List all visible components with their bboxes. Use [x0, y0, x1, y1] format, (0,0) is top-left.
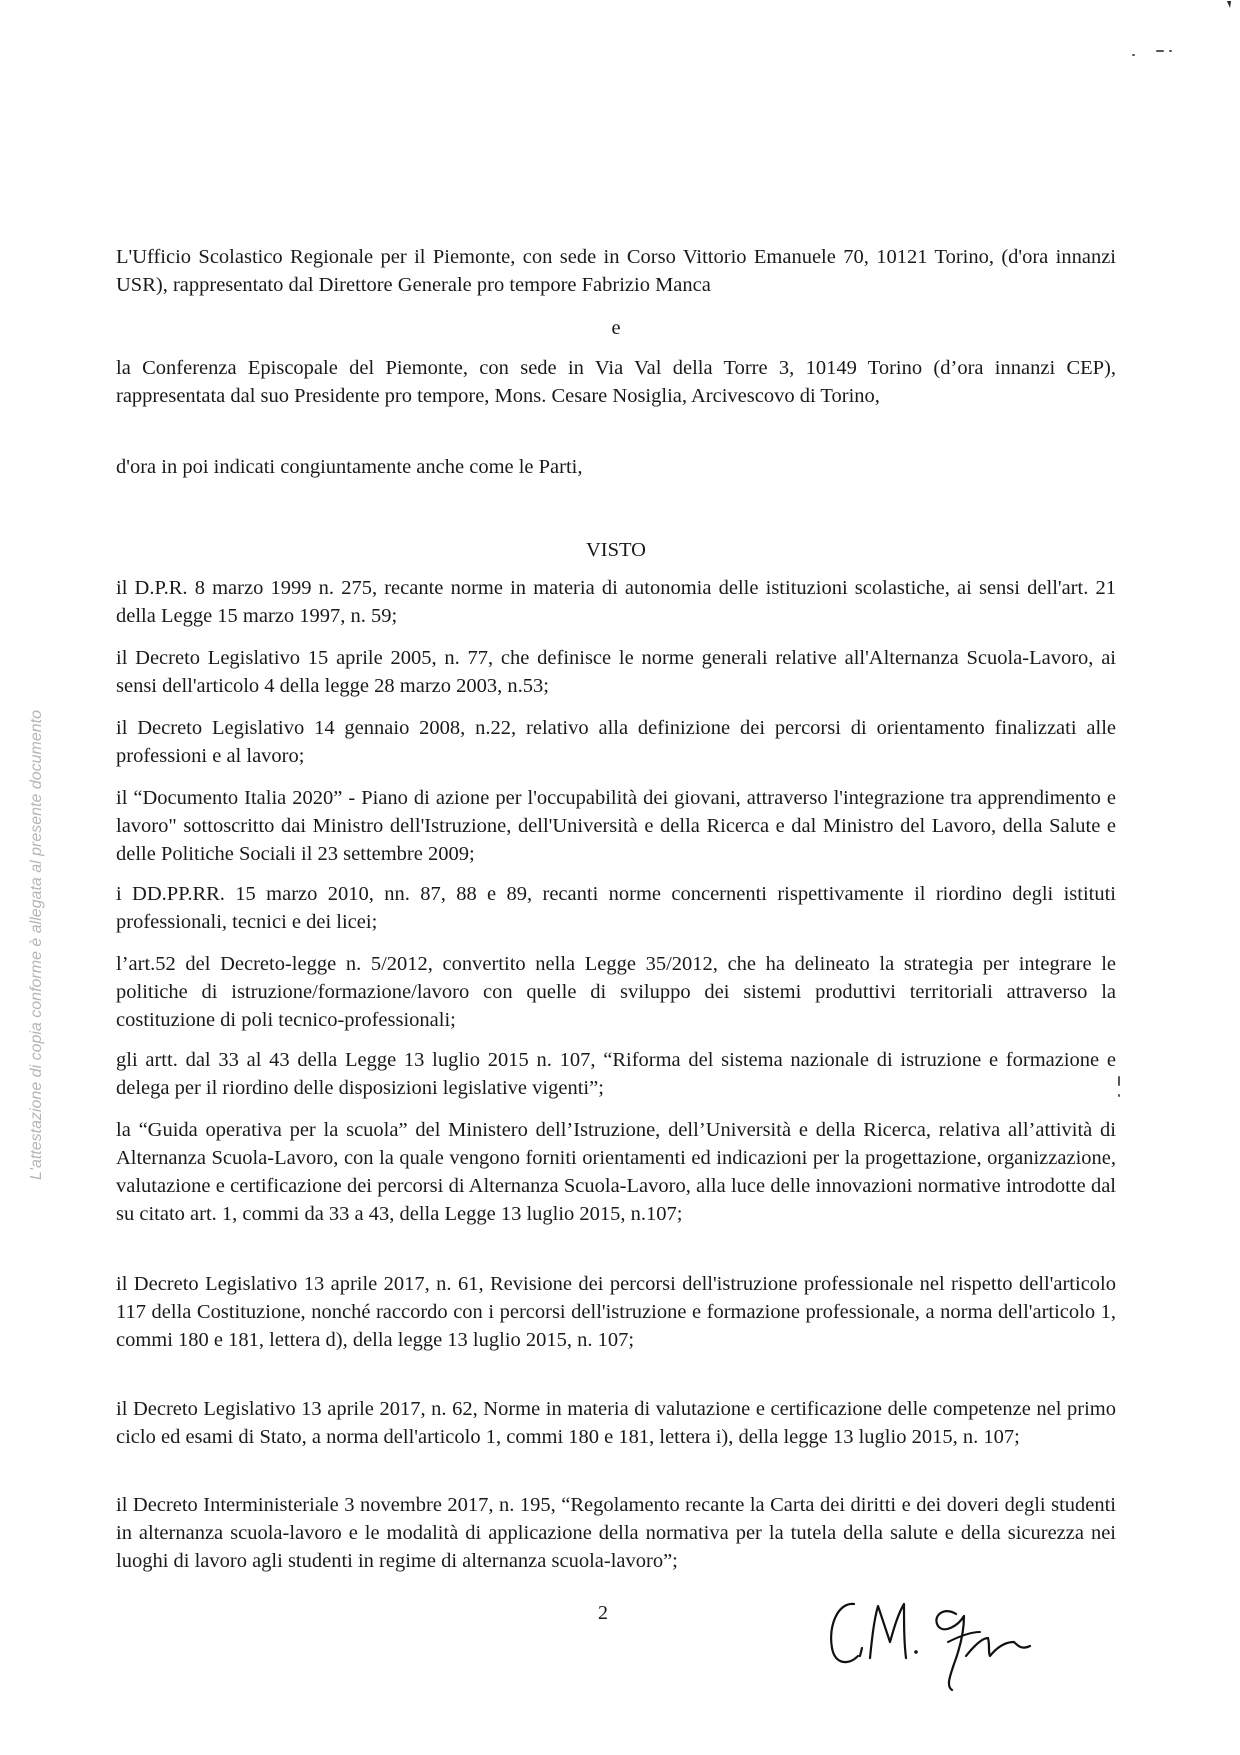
- visto-item: il D.P.R. 8 marzo 1999 n. 275, recante norme in materia di autonomia delle istituzioni scolastiche, ai sensi dell'art. 21 della Legge 15 marzo 1997, n. 59;: [116, 577, 1116, 627]
- scan-speck: [1169, 50, 1172, 52]
- visto-heading: VISTO: [586, 539, 646, 561]
- visto-item: i DD.PP.RR. 15 marzo 2010, nn. 87, 88 e 89, recanti norme concernenti rispettivamente il riordino degli istituti professionali, tecnici e dei licei;: [116, 883, 1116, 933]
- corner-mark: [1225, 0, 1233, 10]
- page-number: 2: [598, 1602, 608, 1624]
- visto-item: il Decreto Interministeriale 3 novembre 2017, n. 195, “Regolamento recante la Carta dei diritti e dei doveri degli studenti in alternanza scuola-lavoro e le modalità di applicazione della normativa per la tutela della salute e della sicurezza nei luoghi di lavoro agli studenti in regime di alternanza scuola-lavoro”;: [116, 1494, 1116, 1572]
- conjunction: e: [611, 317, 621, 339]
- visto-item: il Decreto Legislativo 15 aprile 2005, n. 77, che definisce le norme generali relative all'Alternanza Scuola-Lavoro, ai sensi dell'articolo 4 della legge 28 marzo 2003, n.53;: [116, 647, 1116, 697]
- certification-side-note: L'attestazione di copia conforme è allegata al presente documento: [28, 709, 45, 1180]
- visto-item: il Decreto Legislativo 13 aprile 2017, n. 61, Revisione dei percorsi dell'istruzione professionale nel rispetto dell'articolo 117 della Costituzione, nonché raccordo con i percorsi dell'istruzione e formazione professionale, a norma dell'articolo 1, commi 180 e 181, lettera d), della legge 13 luglio 2015, n. 107;: [116, 1273, 1116, 1351]
- party-usr: L'Ufficio Scolastico Regionale per il Piemonte, con sede in Corso Vittorio Emanuele 70, 10121 Torino, (d'ora innanzi USR), rappresentato dal Direttore Generale pro tempore Fabrizio Manca: [116, 246, 1116, 296]
- parties-joint-definition: d'ora in poi indicati congiuntamente anche come le Parti,: [116, 456, 583, 478]
- visto-item: l’art.52 del Decreto-legge n. 5/2012, convertito nella Legge 35/2012, che ha delineato la strategia per integrare le politiche di istruzione/formazione/lavoro con quelle di sviluppo dei sistemi produttivi territoriali attraverso la costituzione di poli tecnico-professionali;: [116, 953, 1116, 1031]
- visto-item: la “Guida operativa per la scuola” del Ministero dell’Istruzione, dell’Università e della Ricerca, relativa all’attività di Alternanza Scuola-Lavoro, con la quale vengono forniti orientamenti ed indicazioni per la progettazione, organizzazione, valutazione e certificazione dei percorsi di Alternanza Scuola-Lavoro, alla luce delle innovazioni normative introdotte dal su citato art. 1, commi da 33 a 43, della Legge 13 luglio 2015, n.107;: [116, 1119, 1116, 1225]
- visto-item: il Decreto Legislativo 14 gennaio 2008, n.22, relativo alla definizione dei percorsi di orientamento finalizzati alle professioni e al lavoro;: [116, 717, 1116, 767]
- visto-item: il Decreto Legislativo 13 aprile 2017, n. 62, Norme in materia di valutazione e certificazione delle competenze nel primo ciclo ed esami di Stato, a norma dell'articolo 1, commi 180 e 181, lettera i), della legge 13 luglio 2015, n. 107;: [116, 1398, 1116, 1448]
- visto-item: il “Documento Italia 2020” - Piano di azione per l'occupabilità dei giovani, attraverso l'integrazione tra apprendimento e lavoro" sottoscritto dai Ministro dell'Istruzione, dell'Università e della Ricerca e dal Ministro del Lavoro, della Salute e delle Politiche Sociali il 23 settembre 2009;: [116, 787, 1116, 865]
- party-cep: la Conferenza Episcopale del Piemonte, con sede in Via Val della Torre 3, 10149 Torino (d’ora innanzi CEP), rappresentata dal suo Presidente pro tempore, Mons. Cesare Nosiglia, Arcivescovo di Torino,: [116, 357, 1116, 407]
- visto-item: gli artt. dal 33 al 43 della Legge 13 luglio 2015 n. 107, “Riforma del sistema nazionale di istruzione e formazione e delega per il riordino delle disposizioni legislative vigenti”;: [116, 1049, 1116, 1099]
- scan-speck: [1118, 1094, 1120, 1097]
- scan-speck: [1156, 50, 1164, 52]
- scan-speck: [1118, 1076, 1120, 1086]
- scan-speck: [1132, 54, 1135, 56]
- handwritten-initials-signature: [824, 1586, 1054, 1696]
